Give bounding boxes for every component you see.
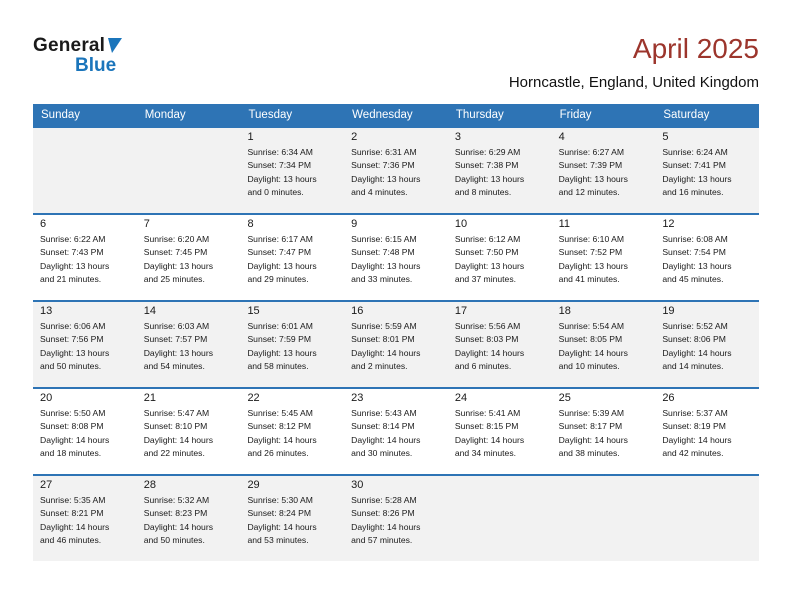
- daylight-line-2: and 21 minutes.: [40, 273, 102, 284]
- day-number: 11: [558, 218, 571, 230]
- day-number: 22: [247, 392, 260, 404]
- sunset-line: Sunset: 7:34 PM: [247, 160, 311, 171]
- day-number: 2: [351, 131, 358, 143]
- daylight-line-2: and 26 minutes.: [247, 447, 309, 458]
- day-cell-20: [33, 389, 137, 474]
- daylight-line-1: Daylight: 14 hours: [40, 434, 110, 445]
- sunset-line: Sunset: 7:56 PM: [40, 334, 104, 345]
- daylight-line-2: and 54 minutes.: [143, 360, 205, 371]
- sunrise-line: Sunrise: 5:30 AM: [247, 495, 313, 505]
- daylight-line-2: and 14 minutes.: [662, 360, 724, 371]
- sunset-line: Sunset: 7:57 PM: [143, 334, 208, 345]
- daylight-line-1: Daylight: 14 hours: [247, 521, 317, 532]
- daylight-line-1: Daylight: 13 hours: [558, 173, 628, 184]
- day-cell-7: [137, 215, 241, 300]
- daylight-line-1: Daylight: 13 hours: [351, 173, 421, 184]
- sunrise-line: Sunrise: 5:43 AM: [351, 408, 417, 418]
- day-cell-16: [344, 302, 448, 387]
- weekday-thursday: Thursday: [455, 109, 504, 121]
- daylight-line-1: Daylight: 13 hours: [40, 347, 110, 358]
- sunrise-line: Sunrise: 6:12 AM: [454, 234, 521, 244]
- daylight-line-1: Daylight: 13 hours: [247, 347, 317, 358]
- daylight-line-2: and 33 minutes.: [351, 273, 413, 284]
- sunrise-line: Sunrise: 5:35 AM: [40, 495, 106, 505]
- day-number: 28: [143, 479, 156, 491]
- day-cell-24: [448, 389, 552, 474]
- daylight-line-1: Daylight: 13 hours: [247, 260, 317, 271]
- day-number: 1: [247, 131, 254, 143]
- day-number: 10: [454, 218, 468, 230]
- daylight-line-1: Daylight: 13 hours: [247, 173, 317, 184]
- sunrise-line: Sunrise: 5:47 AM: [143, 408, 210, 418]
- daylight-line-1: Daylight: 13 hours: [662, 260, 732, 271]
- daylight-line-2: and 29 minutes.: [247, 273, 309, 284]
- daylight-line-2: and 50 minutes.: [143, 534, 205, 545]
- day-cell-19: [655, 302, 759, 387]
- sunset-line: Sunset: 8:14 PM: [351, 421, 415, 432]
- daylight-line-1: Daylight: 13 hours: [454, 173, 525, 184]
- day-cell-empty: [137, 128, 241, 213]
- sunset-line: Sunset: 8:03 PM: [454, 334, 519, 345]
- daylight-line-2: and 18 minutes.: [40, 447, 102, 458]
- day-number: 14: [143, 305, 156, 317]
- day-cell-5: [655, 128, 759, 213]
- week-row-4: [33, 387, 759, 474]
- sunset-line: Sunset: 8:24 PM: [247, 508, 311, 519]
- week-row-5: [33, 474, 759, 561]
- day-cell-8: [240, 215, 344, 300]
- weekday-wednesday: Wednesday: [352, 109, 413, 121]
- sunset-line: Sunset: 7:47 PM: [247, 247, 311, 258]
- daylight-line-2: and 22 minutes.: [143, 447, 205, 458]
- sunset-line: Sunset: 7:41 PM: [662, 160, 726, 171]
- calendar-weeks: [33, 126, 759, 561]
- daylight-line-2: and 8 minutes.: [454, 186, 512, 197]
- sunset-line: Sunset: 7:54 PM: [662, 247, 726, 258]
- daylight-line-1: Daylight: 13 hours: [558, 260, 628, 271]
- daylight-line-1: Daylight: 14 hours: [454, 347, 525, 358]
- daylight-line-1: Daylight: 14 hours: [247, 434, 317, 445]
- daylight-line-2: and 46 minutes.: [40, 534, 102, 545]
- daylight-line-2: and 37 minutes.: [454, 273, 517, 284]
- daylight-line-2: and 12 minutes.: [558, 186, 620, 197]
- daylight-line-1: Daylight: 14 hours: [454, 434, 525, 445]
- day-number: 13: [40, 305, 53, 317]
- day-cell-3: [448, 128, 552, 213]
- sunrise-line: Sunrise: 5:54 AM: [558, 321, 625, 331]
- day-cell-11: [552, 215, 656, 300]
- page-header: [33, 34, 759, 96]
- sunset-line: Sunset: 7:43 PM: [40, 247, 104, 258]
- daylight-line-1: Daylight: 14 hours: [351, 434, 421, 445]
- sunset-line: Sunset: 7:36 PM: [351, 160, 415, 171]
- weekday-header-row: [33, 104, 759, 126]
- sunrise-line: Sunrise: 6:06 AM: [40, 321, 106, 331]
- day-number: 12: [662, 218, 675, 230]
- sunrise-line: Sunrise: 6:27 AM: [558, 147, 625, 157]
- day-number: 25: [558, 392, 571, 404]
- daylight-line-1: Daylight: 14 hours: [143, 434, 213, 445]
- sunset-line: Sunset: 8:19 PM: [662, 421, 726, 432]
- day-cell-17: [448, 302, 552, 387]
- day-number: 27: [40, 479, 53, 491]
- week-row-3: [33, 300, 759, 387]
- sunset-line: Sunset: 8:10 PM: [143, 421, 208, 432]
- day-number: 18: [558, 305, 571, 317]
- day-number: 8: [247, 218, 254, 230]
- sunset-line: Sunset: 8:26 PM: [351, 508, 415, 519]
- sunset-line: Sunset: 7:52 PM: [558, 247, 623, 258]
- day-cell-6: [33, 215, 137, 300]
- day-number: 24: [454, 392, 468, 404]
- sunrise-line: Sunrise: 6:24 AM: [662, 147, 728, 157]
- daylight-line-2: and 57 minutes.: [351, 534, 413, 545]
- daylight-line-1: Daylight: 14 hours: [662, 434, 732, 445]
- daylight-line-1: Daylight: 13 hours: [351, 260, 421, 271]
- day-cell-26: [655, 389, 759, 474]
- daylight-line-2: and 58 minutes.: [247, 360, 309, 371]
- day-cell-empty: [33, 128, 137, 213]
- day-cell-18: [552, 302, 656, 387]
- sunrise-line: Sunrise: 5:45 AM: [247, 408, 313, 418]
- day-cell-22: [240, 389, 344, 474]
- day-number: 21: [143, 392, 156, 404]
- sunrise-line: Sunrise: 6:15 AM: [351, 234, 417, 244]
- sunrise-line: Sunrise: 6:01 AM: [247, 321, 313, 331]
- page-title: April 2025: [632, 33, 759, 64]
- daylight-line-1: Daylight: 13 hours: [143, 347, 213, 358]
- daylight-line-1: Daylight: 14 hours: [351, 521, 421, 532]
- day-number: 26: [662, 392, 675, 404]
- day-number: 3: [454, 131, 461, 143]
- day-number: 29: [247, 479, 260, 491]
- day-number: 15: [247, 305, 260, 317]
- daylight-line-1: Daylight: 14 hours: [40, 521, 110, 532]
- logo-text-blue: Blue: [75, 55, 117, 76]
- daylight-line-2: and 30 minutes.: [351, 447, 413, 458]
- day-cell-15: [240, 302, 344, 387]
- sunrise-line: Sunrise: 5:50 AM: [40, 408, 106, 418]
- day-cell-23: [344, 389, 448, 474]
- daylight-line-2: and 10 minutes.: [558, 360, 620, 371]
- day-cell-empty: [655, 476, 759, 561]
- sunset-line: Sunset: 7:39 PM: [558, 160, 623, 171]
- daylight-line-2: and 42 minutes.: [662, 447, 724, 458]
- daylight-line-2: and 0 minutes.: [247, 186, 304, 197]
- sunset-line: Sunset: 8:15 PM: [454, 421, 519, 432]
- day-cell-12: [655, 215, 759, 300]
- sunrise-line: Sunrise: 5:56 AM: [454, 321, 521, 331]
- week-row-1: [33, 126, 759, 213]
- week-row-2: [33, 213, 759, 300]
- day-number: 4: [558, 131, 565, 143]
- weekday-tuesday: Tuesday: [248, 109, 293, 121]
- day-cell-10: [448, 215, 552, 300]
- daylight-line-1: Daylight: 14 hours: [143, 521, 213, 532]
- daylight-line-2: and 16 minutes.: [662, 186, 724, 197]
- general-blue-logo: [33, 34, 123, 75]
- daylight-line-1: Daylight: 13 hours: [143, 260, 213, 271]
- weekday-sunday: Sunday: [41, 109, 81, 121]
- sunset-line: Sunset: 7:50 PM: [454, 247, 519, 258]
- sunrise-line: Sunrise: 6:20 AM: [143, 234, 210, 244]
- sunrise-line: Sunrise: 6:10 AM: [558, 234, 625, 244]
- day-number: 20: [40, 392, 53, 404]
- sunrise-line: Sunrise: 6:17 AM: [247, 234, 313, 244]
- day-cell-14: [137, 302, 241, 387]
- daylight-line-1: Daylight: 14 hours: [558, 347, 628, 358]
- day-cell-1: [240, 128, 344, 213]
- day-cell-28: [137, 476, 241, 561]
- sunset-line: Sunset: 8:17 PM: [558, 421, 623, 432]
- sunset-line: Sunset: 7:45 PM: [143, 247, 208, 258]
- day-number: 23: [351, 392, 364, 404]
- sunset-line: Sunset: 7:38 PM: [454, 160, 519, 171]
- day-cell-empty: [448, 476, 552, 561]
- daylight-line-2: and 50 minutes.: [40, 360, 102, 371]
- day-number: 5: [662, 131, 669, 143]
- day-number: 16: [351, 305, 364, 317]
- location-subtitle: Horncastle, England, United Kingdom: [508, 73, 759, 91]
- daylight-line-2: and 53 minutes.: [247, 534, 309, 545]
- title-block: [509, 34, 759, 91]
- weekday-friday: Friday: [559, 109, 592, 121]
- day-cell-9: [344, 215, 448, 300]
- daylight-line-2: and 45 minutes.: [662, 273, 724, 284]
- weekday-monday: Monday: [144, 109, 186, 121]
- daylight-line-2: and 2 minutes.: [351, 360, 408, 371]
- daylight-line-1: Daylight: 14 hours: [558, 434, 628, 445]
- daylight-line-1: Daylight: 13 hours: [662, 173, 732, 184]
- day-number: 17: [454, 305, 468, 317]
- day-cell-21: [137, 389, 241, 474]
- day-cell-29: [240, 476, 344, 561]
- sunset-line: Sunset: 8:21 PM: [40, 508, 104, 519]
- day-cell-2: [344, 128, 448, 213]
- day-cell-25: [552, 389, 656, 474]
- sunrise-line: Sunrise: 6:03 AM: [143, 321, 210, 331]
- day-number: 9: [351, 218, 358, 230]
- day-number: 7: [143, 218, 150, 230]
- sunset-line: Sunset: 7:59 PM: [247, 334, 311, 345]
- day-cell-30: [344, 476, 448, 561]
- sunrise-line: Sunrise: 5:52 AM: [662, 321, 728, 331]
- sunrise-line: Sunrise: 6:08 AM: [662, 234, 728, 244]
- sunrise-line: Sunrise: 5:39 AM: [558, 408, 625, 418]
- day-cell-4: [552, 128, 656, 213]
- daylight-line-1: Daylight: 14 hours: [351, 347, 421, 358]
- daylight-line-2: and 25 minutes.: [143, 273, 205, 284]
- sunrise-line: Sunrise: 6:34 AM: [247, 147, 313, 157]
- sunrise-line: Sunrise: 5:41 AM: [454, 408, 521, 418]
- sunrise-line: Sunrise: 6:31 AM: [351, 147, 417, 157]
- sunrise-line: Sunrise: 6:22 AM: [40, 234, 106, 244]
- day-number: 30: [351, 479, 364, 491]
- daylight-line-2: and 6 minutes.: [454, 360, 512, 371]
- sunrise-line: Sunrise: 6:29 AM: [454, 147, 521, 157]
- sunset-line: Sunset: 8:05 PM: [558, 334, 623, 345]
- sunset-line: Sunset: 7:48 PM: [351, 247, 415, 258]
- weekday-saturday: Saturday: [663, 109, 710, 121]
- day-cell-13: [33, 302, 137, 387]
- day-number: 19: [662, 305, 675, 317]
- sunset-line: Sunset: 8:12 PM: [247, 421, 311, 432]
- sunrise-line: Sunrise: 5:37 AM: [662, 408, 728, 418]
- logo-text-general: General: [33, 35, 106, 56]
- day-number: 6: [40, 218, 47, 230]
- daylight-line-2: and 34 minutes.: [454, 447, 517, 458]
- daylight-line-1: Daylight: 14 hours: [662, 347, 732, 358]
- day-cell-27: [33, 476, 137, 561]
- day-cell-empty: [552, 476, 656, 561]
- sunrise-line: Sunrise: 5:32 AM: [143, 495, 210, 505]
- daylight-line-2: and 4 minutes.: [351, 186, 408, 197]
- sunset-line: Sunset: 8:23 PM: [143, 508, 208, 519]
- daylight-line-2: and 38 minutes.: [558, 447, 620, 458]
- sunrise-line: Sunrise: 5:28 AM: [351, 495, 417, 505]
- daylight-line-2: and 41 minutes.: [558, 273, 620, 284]
- sunrise-line: Sunrise: 5:59 AM: [351, 321, 417, 331]
- daylight-line-1: Daylight: 13 hours: [454, 260, 525, 271]
- sunset-line: Sunset: 8:08 PM: [40, 421, 104, 432]
- sunset-line: Sunset: 8:06 PM: [662, 334, 726, 345]
- sunset-line: Sunset: 8:01 PM: [351, 334, 415, 345]
- calendar-table: [33, 104, 759, 561]
- daylight-line-1: Daylight: 13 hours: [40, 260, 110, 271]
